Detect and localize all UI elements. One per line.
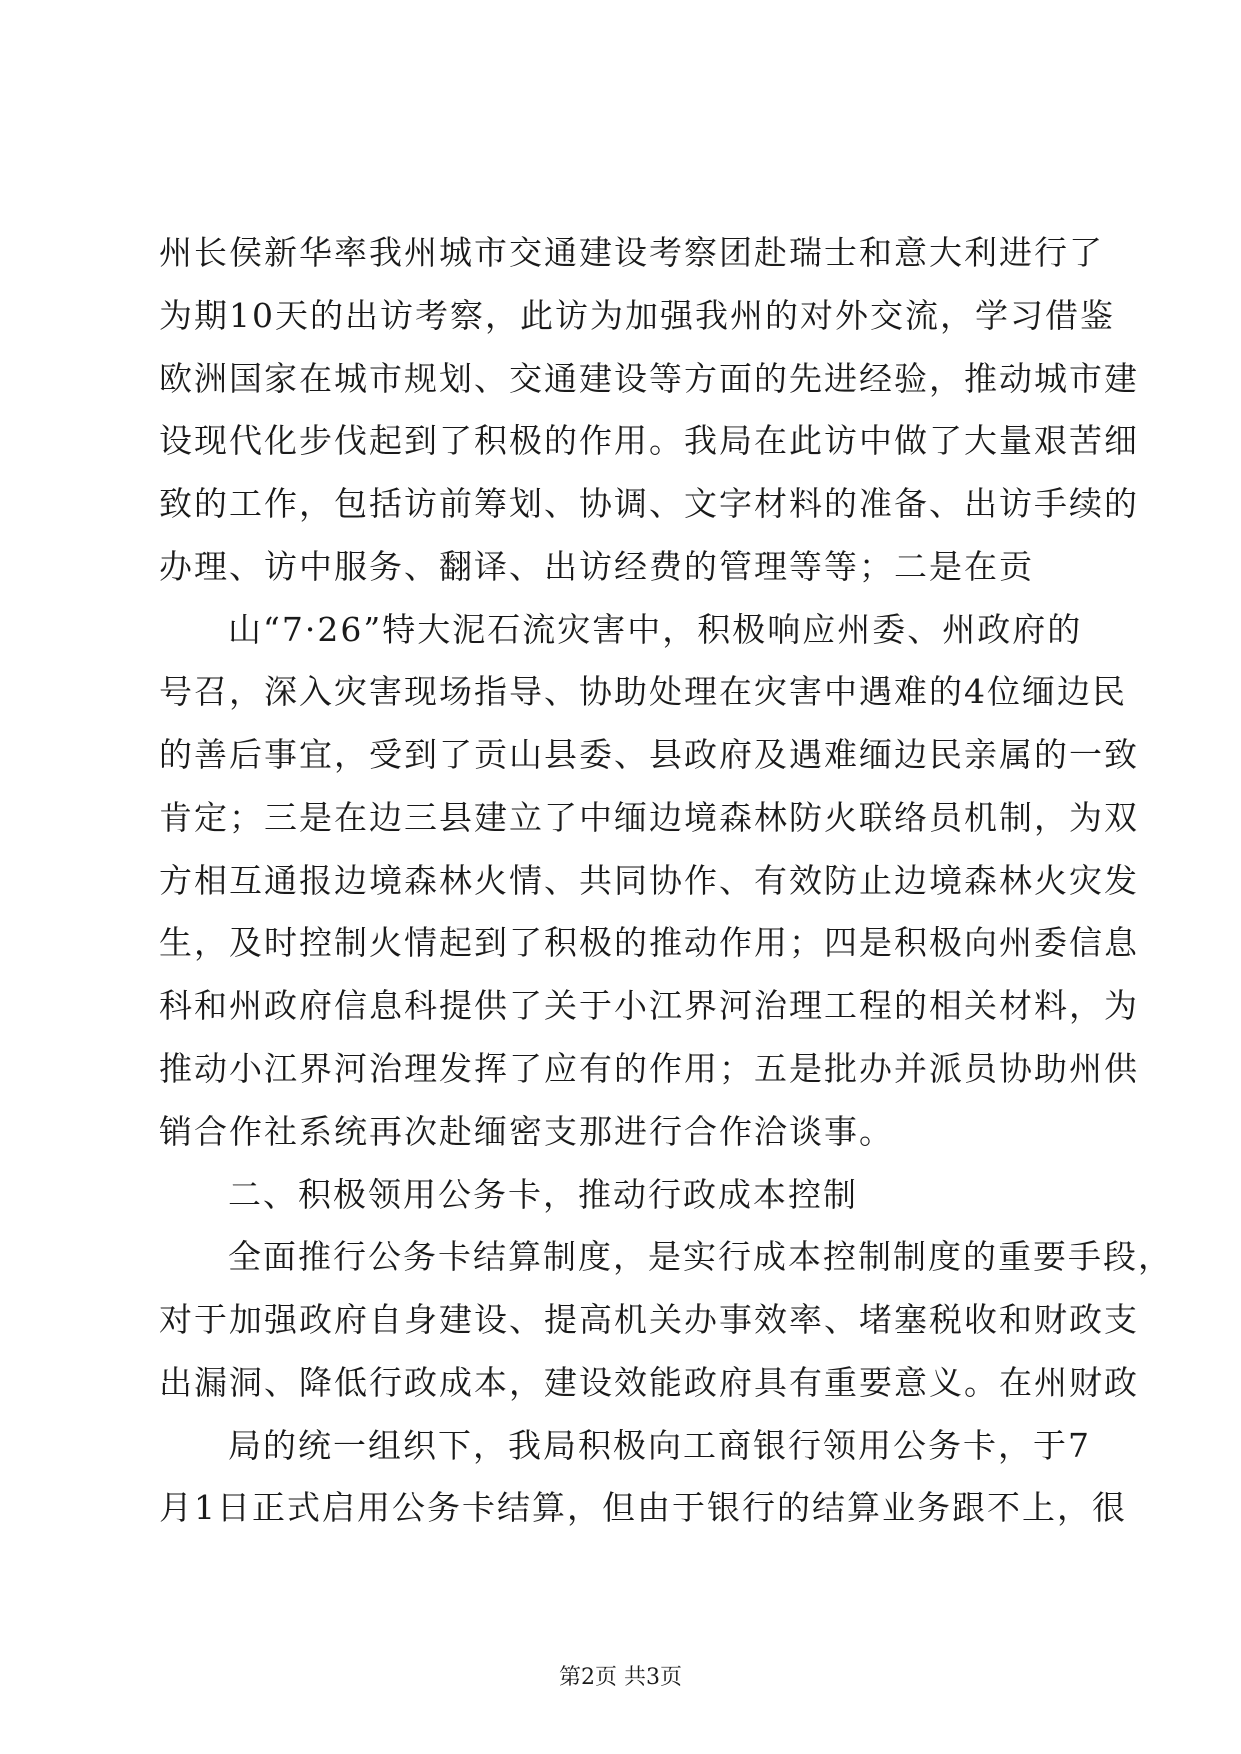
page-footer: 第2页 共3页 xyxy=(559,1665,682,1690)
paragraph-line: 生，及时控制火情起到了积极的推动作用；四是积极向州委信息 xyxy=(159,923,1139,962)
paragraph-line: 推动小江界河治理发挥了应有的作用；五是批办并派员协助州供 xyxy=(159,1049,1139,1088)
section-heading: 二、积极领用公务卡，推动行政成本控制 xyxy=(228,1175,858,1214)
paragraph-line: 销合作社系统再次赴缅密支那进行合作洽谈事。 xyxy=(159,1112,894,1151)
paragraph-line: 全面推行公务卡结算制度，是实行成本控制制度的重要手段， xyxy=(228,1237,1173,1276)
paragraph-line: 号召，深入灾害现场指导、协助处理在灾害中遇难的4位缅边民 xyxy=(159,672,1127,711)
paragraph-line: 局的统一组织下，我局积极向工商银行领用公务卡，于7 xyxy=(228,1426,1091,1465)
paragraph-line: 欧洲国家在城市规划、交通建设等方面的先进经验，推动城市建 xyxy=(159,359,1139,398)
paragraph-line: 的善后事宜，受到了贡山县委、县政府及遇难缅边民亲属的一致 xyxy=(159,735,1139,774)
paragraph-line: 方相互通报边境森林火情、共同协作、有效防止边境森林火灾发 xyxy=(159,861,1139,900)
paragraph-line: 月1日正式启用公务卡结算，但由于银行的结算业务跟不上，很 xyxy=(159,1488,1127,1527)
paragraph-line: 山“7·26”特大泥石流灾害中，积极响应州委、州政府的 xyxy=(228,610,1083,649)
paragraph-line: 肯定；三是在边三县建立了中缅边境森林防火联络员机制，为双 xyxy=(159,798,1139,837)
paragraph-line: 出漏洞、降低行政成本，建设效能政府具有重要意义。在州财政 xyxy=(159,1363,1139,1402)
paragraph-line: 科和州政府信息科提供了关于小江界河治理工程的相关材料，为 xyxy=(159,986,1139,1025)
paragraph-line: 办理、访中服务、翻译、出访经费的管理等等；二是在贡 xyxy=(159,547,1034,586)
paragraph-line: 州长侯新华率我州城市交通建设考察团赴瑞士和意大利进行了 xyxy=(159,233,1104,272)
paragraph-line: 为期10天的出访考察，此访为加强我州的对外交流，学习借鉴 xyxy=(159,296,1115,335)
paragraph-line: 设现代化步伐起到了积极的作用。我局在此访中做了大量艰苦细 xyxy=(159,421,1139,460)
paragraph-line: 对于加强政府自身建设、提高机关办事效率、堵塞税收和财政支 xyxy=(159,1300,1139,1339)
paragraph-line: 致的工作，包括访前筹划、协调、文字材料的准备、出访手续的 xyxy=(159,484,1139,523)
